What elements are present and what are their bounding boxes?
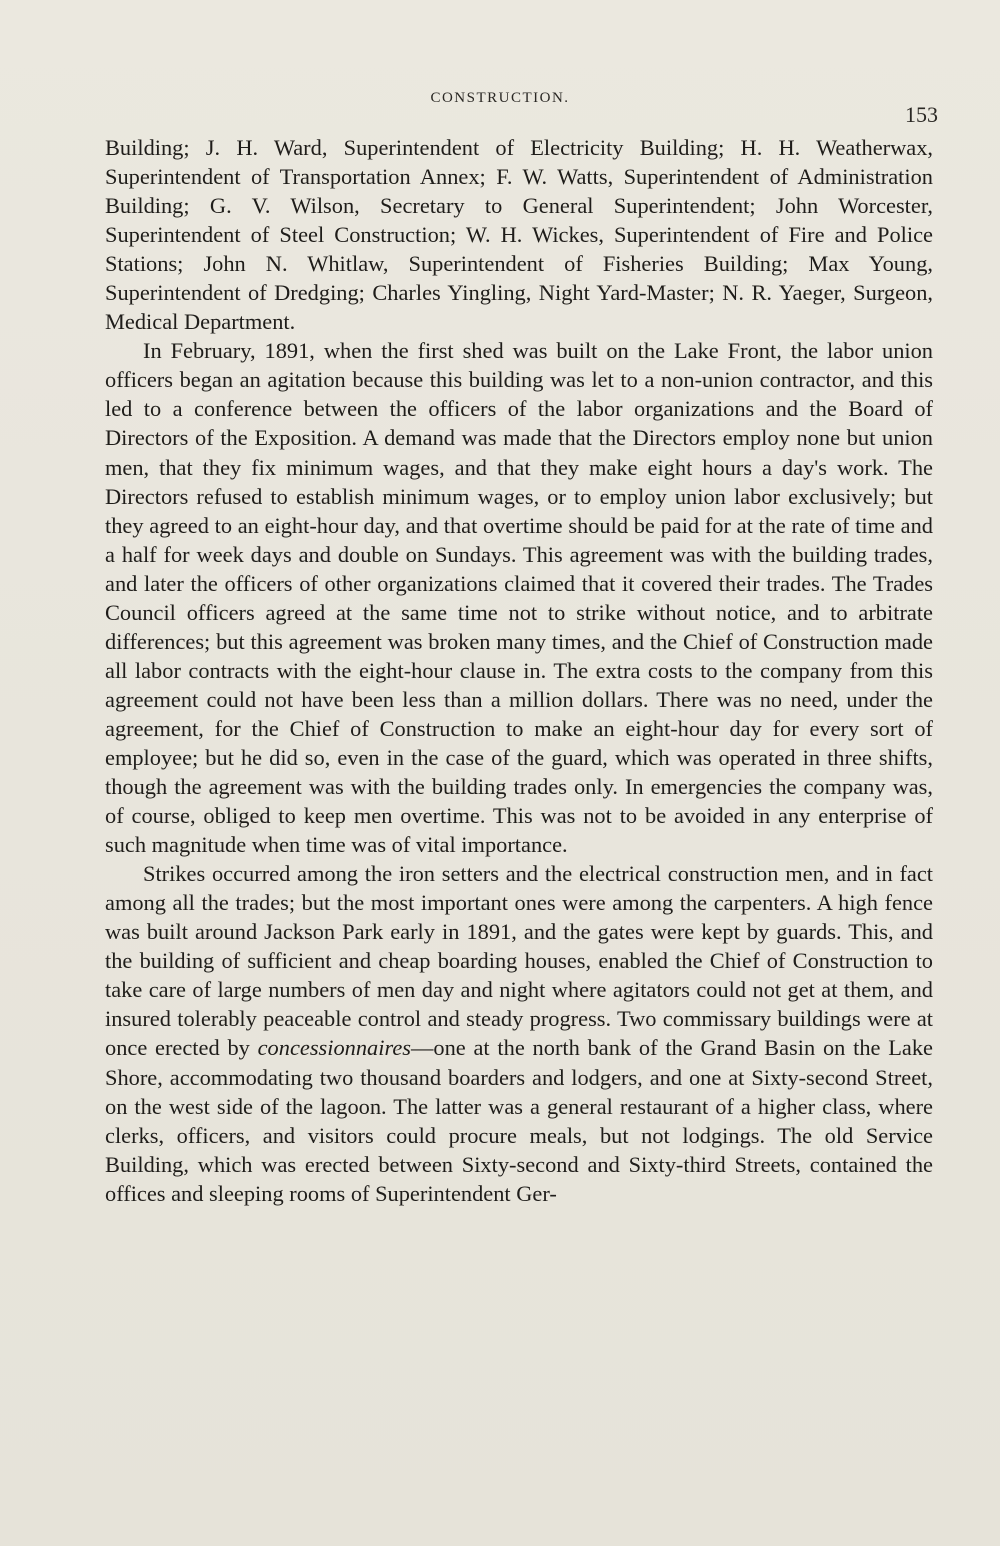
running-head: CONSTRUCTION.	[430, 90, 570, 106]
paragraph-continuation: Building; J. H. Ward, Superintendent of Electricity Building; H. H. Weatherwax, Superintendent of Transportation Annex; F. W. Watts, Superintendent of Administration Building; G. V. Wilson, Secretary to General Superintendent; John Worcester, Superintendent of Steel Construction; W. H. Wickes, Superintendent of Fire and Police Stations; John N. Whitlaw, Superintendent of Fisheries Building; Max Young, Superintendent of Dredging; Charles Yingling, Night Yard-Master; N. R. Yaeger, Surgeon, Medical Department.	[105, 135, 933, 335]
paragraph-strikes-text-end: —one at the north bank of the Grand Basin on the Lake Shore, accommodating two thousand boarders and lodgers, and one at Sixty-second Street, on the west side of the lagoon. The latter was a general restaurant of a higher class, where clerks, officers, and visitors could procure meals, but not lodgings. The old Service Building, which was erected between Sixty-second and Sixty-third Streets, contained the offices and sleeping rooms of Superintendent Ger-	[105, 1035, 933, 1206]
body-text	[105, 133, 933, 1208]
paragraph-strikes	[105, 859, 933, 1208]
italic-term: concessionnaires	[257, 1035, 411, 1061]
paragraph-strikes-text-start: Strikes occurred among the iron setters and the electrical construction men, and in fact among all the trades; but the most important ones were among the carpenters. A high fence was built around Jackson Park early in 1891, and the gates were kept by guards. This, and the building of sufficient and cheap boarding houses, enabled the Chief of Construction to take care of large numbers of men day and night where agitators could not get at them, and insured tolerably peaceable control and steady progress. Two commissary buildings were at once erected by	[105, 861, 933, 1061]
paragraph-labor-agreement: In February, 1891, when the first shed was built on the Lake Front, the labor union officers began an agitation because this building was let to a non-union contractor, and this led to a conference between the officers of the labor organizations and the Board of Directors of the Exposition. A demand was made that the Directors employ none but union men, that they fix minimum wages, and that they make eight hours a day's work. The Directors refused to establish minimum wages, or to employ union labor exclusively; but they agreed to an eight-hour day, and that overtime should be paid for at the rate of time and a half for week days and double on Sundays. This agreement was with the building trades, and later the officers of other organizations claimed that it covered their trades. The Trades Council officers agreed at the same time not to strike without notice, and to arbitrate differences; but this agreement was broken many times, and the Chief of Construction made all labor contracts with the eight-hour clause in. The extra costs to the company from this agreement could not have been less than a million dollars. There was no need, under the agreement, for the Chief of Construction to make an eight-hour day for every sort of employee; but he did so, even in the case of the guard, which was operated in three shifts, though the agreement was with the building trades only. In emergencies the company was, of course, obliged to keep men overtime. This was not to be avoided in any enterprise of such magnitude when time was of vital importance.	[105, 338, 933, 858]
page-number: 153	[905, 102, 938, 127]
